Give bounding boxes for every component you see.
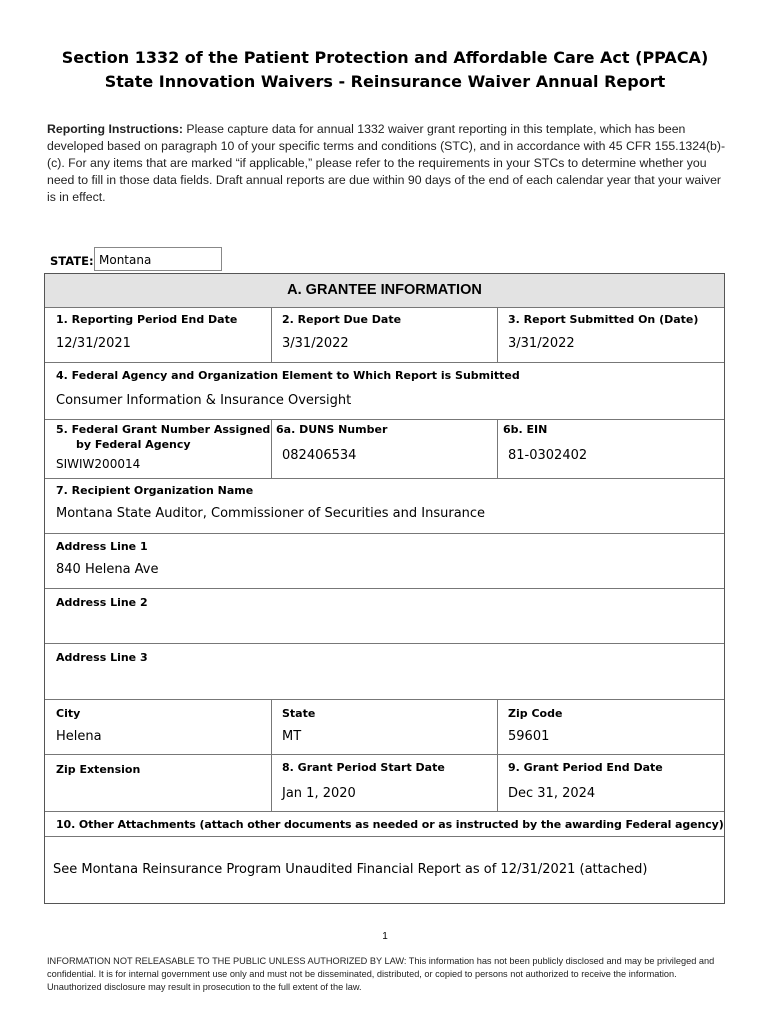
column-divider	[497, 419, 498, 478]
grant-period-start-field[interactable]: Jan 1, 2020	[282, 786, 356, 801]
row-divider	[45, 836, 724, 837]
state-field[interactable]: Montana	[94, 247, 222, 271]
row-divider	[45, 419, 724, 420]
city-field[interactable]: Helena	[56, 729, 102, 744]
column-divider	[271, 699, 272, 811]
address-line-1-field[interactable]: 840 Helena Ave	[56, 562, 159, 577]
federal-grant-number-field[interactable]: SIWIW200014	[56, 457, 141, 471]
recipient-organization-field[interactable]: Montana State Auditor, Commissioner of Securities and Insurance	[56, 506, 486, 521]
state-address-field[interactable]: MT	[282, 729, 302, 744]
column-divider	[271, 419, 272, 478]
other-attachments-field[interactable]: See Montana Reinsurance Program Unaudited Financial Report as of 12/31/2021 (attached)	[53, 862, 648, 877]
other-attachments-label: 10. Other Attachments (attach other documents as needed or as instructed by the awarding Federal agency)	[56, 818, 724, 831]
row-divider	[45, 588, 724, 589]
address-line-3-label: Address Line 3	[56, 651, 148, 664]
row-divider	[45, 533, 724, 534]
report-due-date-label: 2. Report Due Date	[282, 313, 402, 326]
report-title-line-2: State Innovation Waivers - Reinsurance Waiver Annual Report	[104, 72, 666, 91]
grant-period-start-label: 8. Grant Period Start Date	[282, 761, 445, 774]
grant-period-end-field[interactable]: Dec 31, 2024	[508, 786, 596, 801]
federal-grant-number-label	[56, 422, 270, 452]
address-line-2-label: Address Line 2	[56, 596, 148, 609]
duns-number-label: 6a. DUNS Number	[276, 423, 388, 436]
page-number: 1	[382, 931, 388, 942]
row-divider	[45, 643, 724, 644]
instructions-label: Reporting Instructions:	[47, 122, 183, 136]
column-divider	[497, 699, 498, 811]
federal-agency-field[interactable]: Consumer Information & Insurance Oversight	[56, 393, 352, 408]
federal-agency-label: 4. Federal Agency and Organization Element to Which Report is Submitted	[56, 369, 520, 382]
zip-code-field[interactable]: 59601	[508, 729, 550, 744]
column-divider	[271, 307, 272, 362]
zip-code-label: Zip Code	[508, 707, 563, 720]
state-label: STATE:	[50, 254, 94, 268]
section-heading: A. GRANTEE INFORMATION	[45, 274, 724, 308]
row-divider	[45, 811, 724, 812]
zip-extension-label: Zip Extension	[56, 763, 141, 776]
report-due-date-field[interactable]: 3/31/2022	[282, 336, 349, 351]
report-title-line-1: Section 1332 of the Patient Protection and Affordable Care Act (PPACA)	[61, 48, 709, 67]
report-submitted-on-field[interactable]: 3/31/2022	[508, 336, 575, 351]
reporting-period-end-date-label: 1. Reporting Period End Date	[56, 313, 238, 326]
row-divider	[45, 754, 724, 755]
column-divider	[497, 307, 498, 362]
reporting-instructions	[47, 121, 727, 206]
instructions-text: Please capture data for annual 1332 waiver grant reporting in this template, which has been developed based on paragraph 10 of your specific terms and conditions (STC), and in accordance with 45 CFR 155.1324(b)-(c). For any items that are marked “if applicable,” please refer to the requirements in your STCs to determine whether you need to fill in those data fields. Draft annual reports are due within 90 days of the end of each calendar year that your waiver is in effect.	[47, 122, 726, 204]
ein-label: 6b. EIN	[503, 423, 548, 436]
federal-grant-number-label-line-2: by Federal Agency	[76, 438, 191, 451]
row-divider	[45, 362, 724, 363]
recipient-organization-label: 7. Recipient Organization Name	[56, 484, 254, 497]
duns-number-field[interactable]: 082406534	[282, 448, 357, 463]
report-submitted-on-label: 3. Report Submitted On (Date)	[508, 313, 699, 326]
reporting-period-end-date-field[interactable]: 12/31/2021	[56, 336, 131, 351]
address-line-1-label: Address Line 1	[56, 540, 148, 553]
state-address-label: State	[282, 707, 316, 720]
row-divider	[45, 478, 724, 479]
grant-period-end-label: 9. Grant Period End Date	[508, 761, 663, 774]
city-label: City	[56, 707, 81, 720]
confidentiality-notice: INFORMATION NOT RELEASABLE TO THE PUBLIC UNLESS AUTHORIZED BY LAW: This information has not been publicly disclosed and may be privileged and confidential. It is for internal government use only and must not be disseminated, distributed, or copied to persons not authorized to receive the information. Unauthorized disclosure may result in prosecution to the full extent of the law.	[47, 956, 715, 992]
row-divider	[45, 699, 724, 700]
ein-field[interactable]: 81-0302402	[508, 448, 588, 463]
federal-grant-number-label-line-1: 5. Federal Grant Number Assigned	[56, 423, 271, 436]
